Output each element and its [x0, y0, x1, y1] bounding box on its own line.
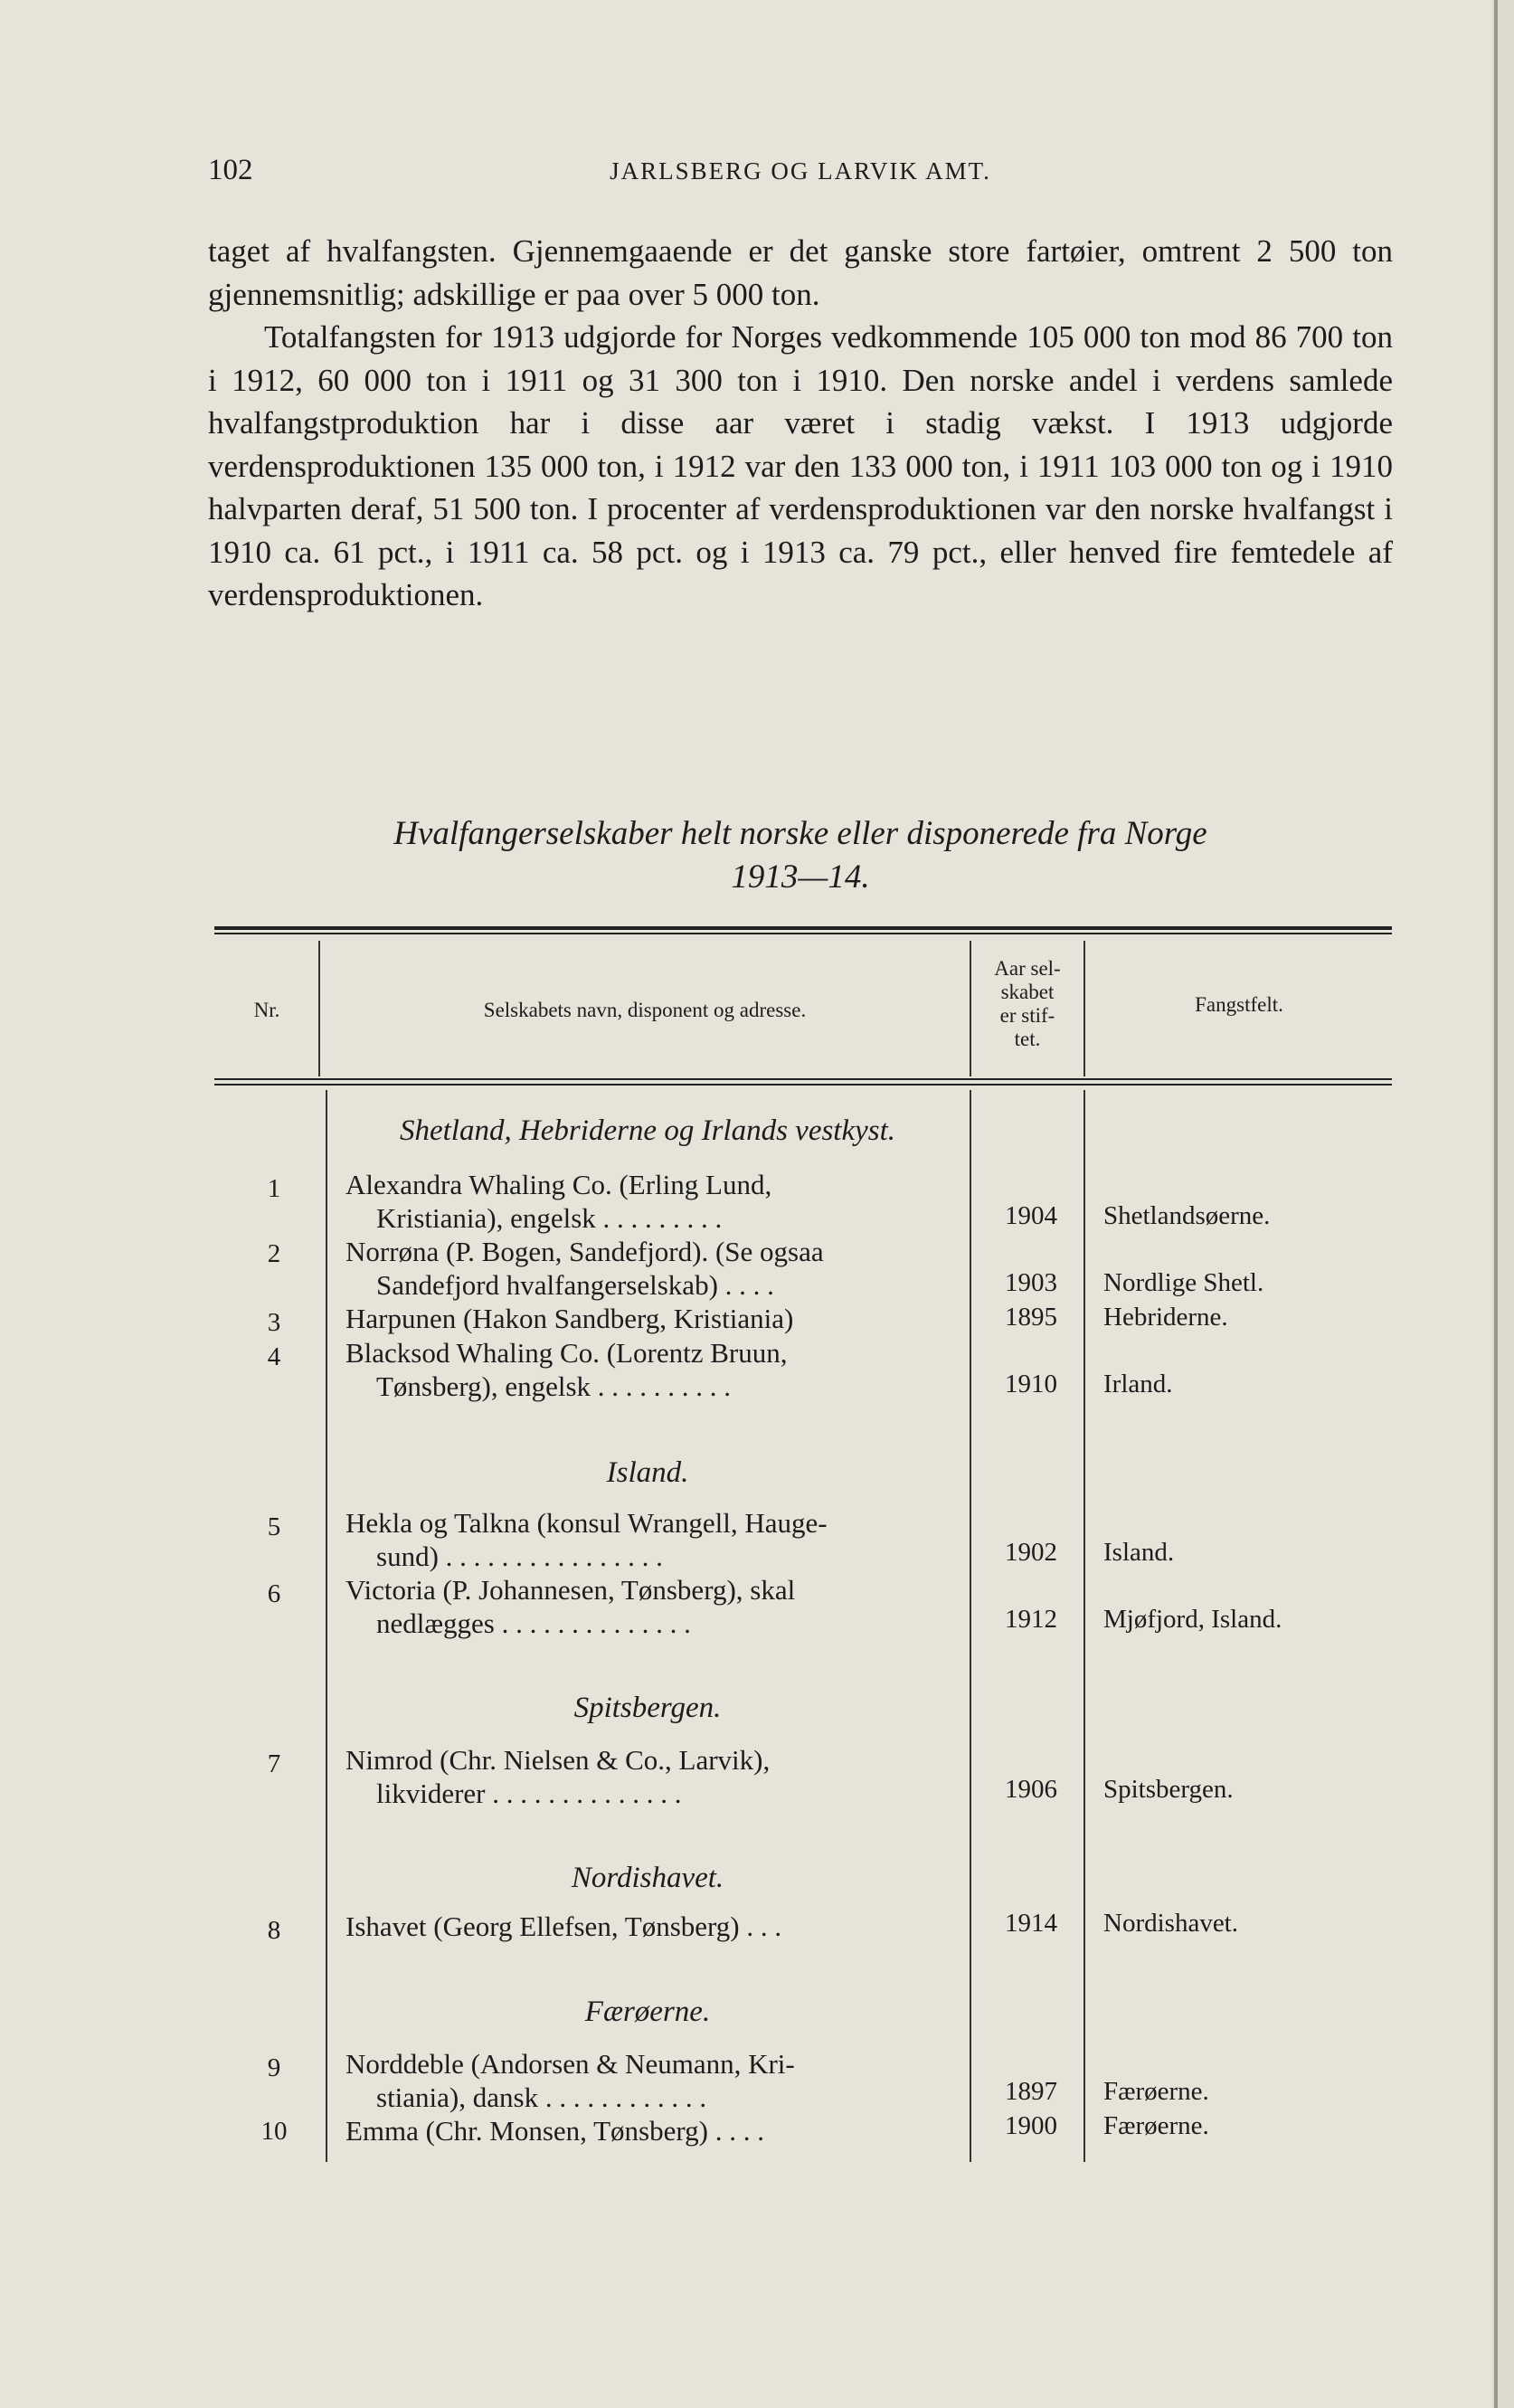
row-3-field: Hebriderne.	[1103, 1303, 1228, 1332]
section-faeroerne: Færøerne.	[584, 1996, 711, 2028]
row-4-field: Irland.	[1103, 1370, 1173, 1398]
row-6-company-line1: Victoria (P. Johannesen, Tønsberg), skal	[345, 1574, 796, 1606]
row-4-company-line1: Blacksod Whaling Co. (Lorentz Bruun,	[345, 1337, 788, 1369]
row-6-company-line2: nedlægges . . . . . . . . . . . . . .	[376, 1607, 691, 1639]
row-3-company	[345, 1302, 956, 1335]
row-5-nr: 5	[267, 1512, 281, 1541]
row-4-nr: 4	[267, 1342, 281, 1371]
table-title-line1: Hvalfangerselskaber helt norske eller disponerede fra Norge	[393, 815, 1207, 852]
running-head: JARLSBERG OG LARVIK AMT.	[610, 157, 991, 185]
page-edge	[1494, 0, 1498, 2408]
row-8-company-line1: Ishavet (Georg Ellefsen, Tønsberg) . . .	[345, 1910, 782, 1942]
table-title-line2: 1913—14.	[731, 858, 870, 896]
row-5-field: Island.	[1103, 1538, 1175, 1567]
table-title	[208, 812, 1393, 899]
row-9-company-line1: Norddeble (Andorsen & Neumann, Kri-	[345, 2048, 795, 2080]
row-7-company-line2: likviderer . . . . . . . . . . . . . .	[376, 1778, 682, 1809]
row-7-company-line1: Nimrod (Chr. Nielsen & Co., Larvik),	[345, 1744, 771, 1776]
row-8-nr: 8	[267, 1916, 281, 1945]
row-4-year: 1910	[1005, 1370, 1057, 1398]
row-9-company-line2: stiania), dansk . . . . . . . . . . . .	[376, 2081, 707, 2113]
row-1-field: Shetlandsøerne.	[1103, 1201, 1271, 1230]
paragraph-2: Totalfangsten for 1913 udgjorde for Norges vedkommende 105 000 ton mod 86 700 ton i 1912, 60 000 ton i 1911 og 31 300 ton i 1910. Den norske andel i verdens samlede hvalfangstproduktion har i disse aar været i stadig vækst. I 1913 udgjorde verdensproduktionen 135 000 ton, i 1912 var den 133 000 ton, i 1911 103 000 ton og i 1910 halvparten deraf, 51 500 ton. I procenter af verdensproduktionen var den norske hvalfangst i 1910 ca. 61 pct., i 1911 ca. 58 pct. og i 1913 ca. 79 pct., eller henved fire femtedele af verdensproduktionen.	[208, 319, 1393, 612]
row-6-nr: 6	[267, 1579, 281, 1608]
row-10-nr: 10	[260, 2117, 288, 2146]
row-6-year: 1912	[1005, 1605, 1057, 1634]
row-2-company-line1: Norrøna (P. Bogen, Sandefjord). (Se ogsaa	[345, 1236, 824, 1267]
row-1-company-line2: Kristiania), engelsk . . . . . . . . .	[376, 1202, 723, 1234]
row-9-nr: 9	[267, 2053, 281, 2082]
row-10-company-line1: Emma (Chr. Monsen, Tønsberg) . . . .	[345, 2115, 764, 2147]
row-7-field: Spitsbergen.	[1103, 1775, 1234, 1804]
header-year	[971, 957, 1083, 1051]
row-4-company	[345, 1336, 956, 1403]
col-divider-2	[970, 1090, 971, 2162]
row-7-nr: 7	[267, 1749, 281, 1778]
row-1-year: 1904	[1005, 1201, 1057, 1230]
section-nordishavet: Nordishavet.	[571, 1862, 724, 1894]
row-6-company	[345, 1573, 956, 1640]
row-2-field: Nordlige Shetl.	[1103, 1268, 1264, 1297]
row-2-company	[345, 1235, 956, 1302]
row-3-company-line1: Harpunen (Hakon Sandberg, Kristiania)	[345, 1303, 794, 1334]
row-10-company	[345, 2114, 956, 2147]
header-bottom-rule	[214, 1078, 1392, 1080]
page-header	[208, 154, 1393, 199]
row-1-company-line1: Alexandra Whaling Co. (Erling Lund,	[345, 1169, 772, 1200]
header-year-line2: skabet	[1000, 981, 1055, 1003]
row-1-nr: 1	[267, 1174, 281, 1203]
header-bottom-rule-2	[214, 1084, 1392, 1085]
row-2-company-line2: Sandefjord hvalfangerselskab) . . . .	[376, 1269, 774, 1301]
row-8-company	[345, 1910, 956, 1943]
row-7-company	[345, 1743, 956, 1810]
row-9-year: 1897	[1005, 2077, 1057, 2106]
row-5-year: 1902	[1005, 1538, 1057, 1567]
row-6-field: Mjøfjord, Island.	[1103, 1605, 1282, 1634]
header-year-line3: er stif-	[999, 1004, 1055, 1027]
row-2-year: 1903	[1005, 1268, 1057, 1297]
row-5-company-line2: sund) . . . . . . . . . . . . . . . .	[376, 1541, 663, 1572]
header-field: Fangstfelt.	[1195, 993, 1283, 1016]
row-3-year: 1895	[1005, 1303, 1057, 1332]
row-3-nr: 3	[267, 1308, 281, 1337]
body-text	[208, 230, 1393, 617]
header-year-line1: Aar sel-	[994, 957, 1061, 980]
header-company: Selskabets navn, disponent og adresse.	[483, 999, 807, 1021]
table-top-rule	[214, 926, 1392, 930]
row-8-field: Nordishavet.	[1103, 1909, 1238, 1938]
page-number: 102	[208, 154, 253, 186]
row-10-field: Færøerne.	[1103, 2111, 1209, 2140]
row-4-company-line2: Tønsberg), engelsk . . . . . . . . . .	[376, 1370, 732, 1402]
section-spitsbergen: Spitsbergen.	[573, 1692, 722, 1724]
section-island: Island.	[606, 1456, 689, 1489]
row-10-year: 1900	[1005, 2111, 1057, 2140]
row-5-company	[345, 1506, 956, 1573]
header-nr: Nr.	[253, 999, 280, 1021]
paragraph-1: taget af hvalfangsten. Gjennemgaaende er det ganske store fartøier, omtrent 2 500 ton gjennemsnitlig; adskillige er paa over 5 000 ton.	[208, 233, 1393, 312]
row-1-company	[345, 1168, 956, 1235]
table-top-rule-thin	[214, 933, 1392, 934]
row-7-year: 1906	[1005, 1775, 1057, 1804]
row-8-year: 1914	[1005, 1909, 1057, 1938]
row-5-company-line1: Hekla og Talkna (konsul Wrangell, Hauge-	[345, 1507, 828, 1539]
row-9-company	[345, 2047, 956, 2114]
row-9-field: Færøerne.	[1103, 2077, 1209, 2106]
col-divider-1-head	[318, 941, 320, 1076]
row-2-nr: 2	[267, 1239, 281, 1268]
section-shetland: Shetland, Hebriderne og Irlands vestkyst.	[399, 1114, 896, 1147]
header-year-line4: tet.	[1014, 1028, 1041, 1050]
